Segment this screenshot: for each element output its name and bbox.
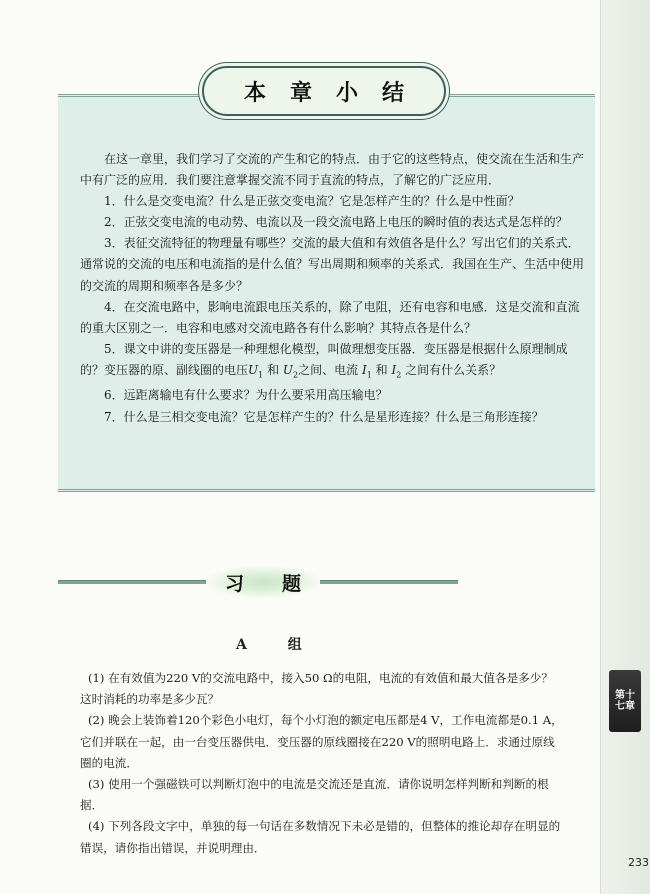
chapter-tab-label: 第十七章 xyxy=(615,690,635,712)
voltage-symbol-2 xyxy=(283,363,293,377)
summary-item-4: 4．在交流电路中，影响电流跟电压关系的，除了电阻，还有电容和电感．这是交流和直流的重大区别之一．电容和电感对交流电路各有什么影响？其特点各是什么？ xyxy=(80,299,580,335)
chapter-tab[interactable] xyxy=(609,670,641,732)
i-symbol-1: I xyxy=(361,362,367,377)
i-symbol-2: I xyxy=(391,362,397,377)
u-symbol-1: U xyxy=(248,362,259,377)
exercises-title-char-2: 题 xyxy=(281,572,301,595)
exercises-header xyxy=(58,566,458,598)
page-edge xyxy=(600,0,650,894)
header-rule-right xyxy=(320,580,458,584)
summary-item-1: 1．什么是交变电流？什么是正弦交变电流？它是怎样产生的？什么是中性面？ xyxy=(104,194,520,209)
voltage-symbol-1 xyxy=(248,363,258,377)
subscript-1b: 1 xyxy=(366,370,372,380)
and-word-2: 和 xyxy=(375,362,388,377)
chapter-summary-title-banner xyxy=(202,66,446,116)
summary-item-2: 2．正弦交变电流的电动势、电流以及一段交流电路上电压的瞬时值的表达式是怎样的？ xyxy=(104,215,568,230)
summary-item-7: 7．什么是三相交变电流？它是怎样产生的？什么是星形连接？什么是三角形连接？ xyxy=(104,409,544,424)
summary-item-5-text-b: 之间、电流 xyxy=(298,362,359,377)
summary-intro: 在这一章里，我们学习了交流的产生和它的特点．由于它的这些特点，使交流在生活和生产中有广泛的应用．我们要注意掌握交流不同于直流的特点，了解它的广泛应用． xyxy=(80,152,585,188)
summary-item-6: 6．远距离输电有什么要求？为什么要采用高压输电？ xyxy=(104,388,388,403)
exercise-item: (4) 下列各段文字中，单独的每一句话在多数情况下未必是错的，但整体的推论却存在明显的错误，请你指出错误，并说明理由． xyxy=(80,819,561,855)
summary-item-5 xyxy=(80,339,590,386)
subscript-1a: 1 xyxy=(258,370,264,380)
chapter-summary-title: 本章小结 xyxy=(243,80,428,106)
exercise-item: (3) 使用一个强磁铁可以判断灯泡中的电流是交流还是直流．请你说明怎样判断和判断的根据． xyxy=(80,777,549,813)
and-word-1: 和 xyxy=(267,362,280,377)
exercise-list xyxy=(80,668,564,859)
subscript-2a: 2 xyxy=(293,370,299,380)
summary-item-3: 3．表征交流特征的物理量有哪些？交流的最大值和有效值各是什么？写出它们的关系式．通常说的交流的电压和电流指的是什么值？写出周期和频率的关系式．我国在生产、生活中使用的交流的周期和频率各是多少？ xyxy=(80,236,585,293)
summary-item-5-text-c: 之间有什么关系？ xyxy=(405,362,502,377)
exercises-title-char-1: 习 xyxy=(224,572,244,595)
u-symbol-2: U xyxy=(282,362,294,377)
group-a-label: A 组 xyxy=(236,637,320,653)
chapter-summary-text xyxy=(80,149,590,428)
summary-item-5-text-a: 5．课文中讲的变压器是一种理想化模型，叫做理想变压器．变压器是根据什么原理制成的？变压器的原、副线圈的电压 xyxy=(80,341,568,377)
subscript-2b: 2 xyxy=(396,370,402,380)
exercise-item: (1) 在有效值为220 V的交流电路中，接入50 Ω的电阻，电流的有效值和最大值各是多少？这时消耗的功率是多少瓦？ xyxy=(80,671,553,707)
exercise-item: (2) 晚会上装饰着120个彩色小电灯，每个小灯泡的额定电压都是4 V，工作电流都是0.1 A，它们并联在一起，由一台变压器供电．变压器的原线圈接在220 V的照明电路上．求通过原线圈的电流． xyxy=(80,713,563,770)
page-number: 233 xyxy=(628,856,649,869)
exercises-title xyxy=(206,566,320,598)
header-rule-left xyxy=(58,580,206,584)
